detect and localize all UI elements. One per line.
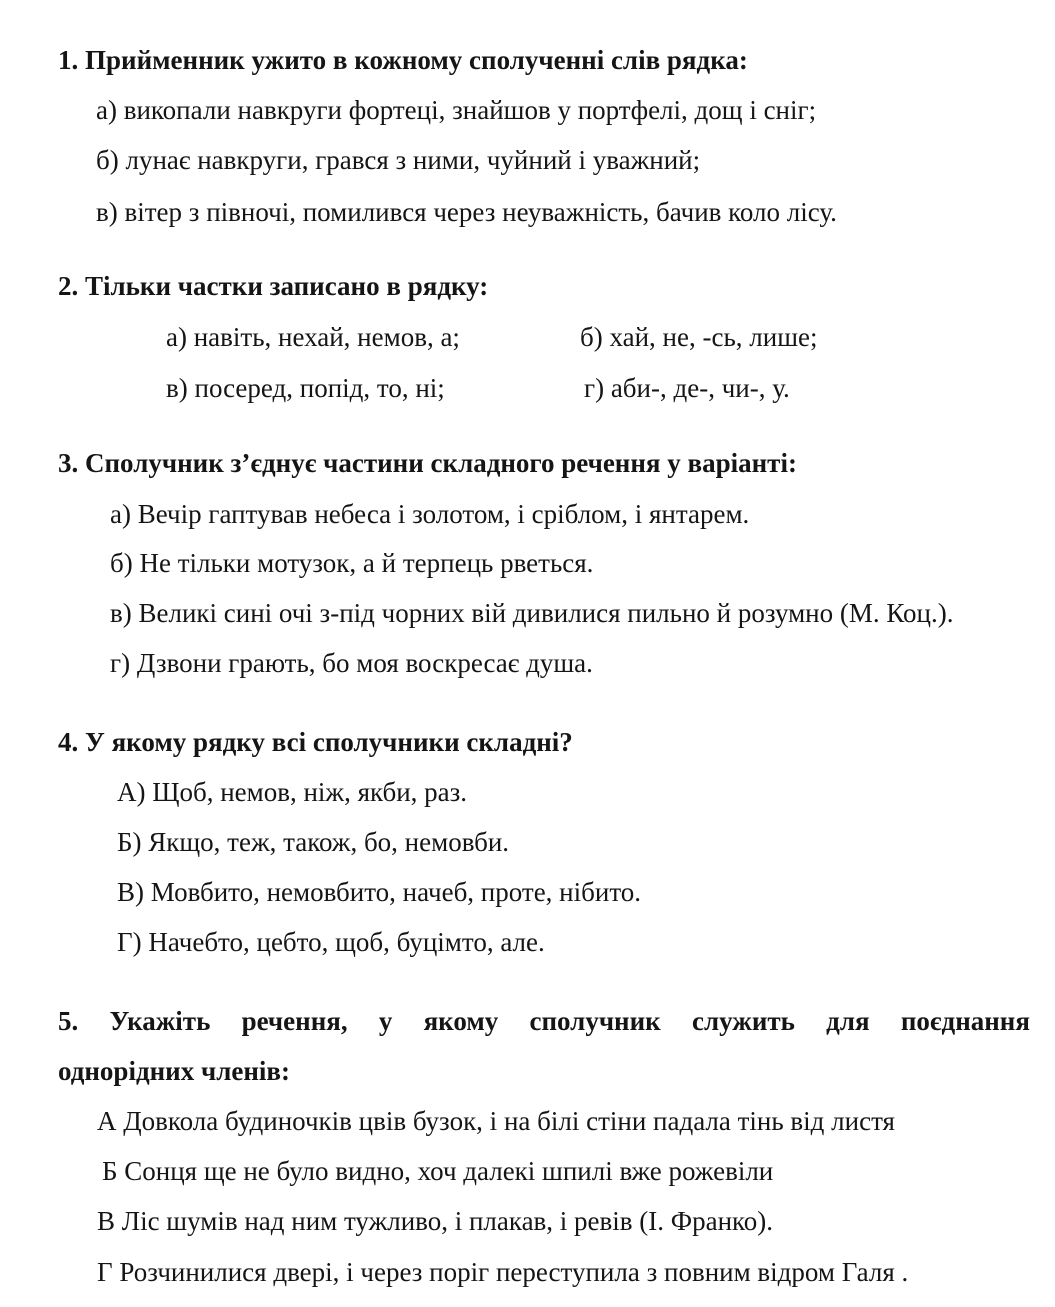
question-5-title-line-2: однорідних членів:	[58, 1056, 290, 1086]
question-4-title: 4. У якому рядку всі сполучники складні?	[58, 727, 573, 757]
question-5-option-a: А Довкола будиночків цвів бузок, і на білі стіни падала тінь від листя	[97, 1106, 895, 1136]
question-1-option-b: б) лунає навкруги, грався з ними, чуйний і уважний;	[96, 145, 701, 175]
question-5-option-c: В Ліс шумів над ним тужливо, і плакав, і ревів (І. Франко).	[97, 1206, 774, 1236]
question-5-title-word: служить	[691, 1006, 795, 1036]
question-5-title-word: у	[378, 1006, 393, 1036]
question-3-option-b: б) Не тільки мотузок, а й терпець рветься.	[110, 548, 594, 578]
question-3-option-a: а) Вечір гаптував небеса і золотом, і сріблом, і янтарем.	[110, 499, 750, 529]
question-5-title-word: якому	[423, 1006, 499, 1036]
question-2-option-d: г) аби-, де-, чи-, у.	[584, 373, 790, 403]
question-3-title: 3. Сполучник з’єднує частини складного речення у варіанті:	[58, 448, 797, 478]
question-2-option-b: б) хай, не, -сь, лише;	[580, 322, 818, 352]
question-1-option-c: в) вітер з півночі, помилився через неуважність, бачив коло лісу.	[96, 197, 837, 227]
question-5-title-word: поєднання	[900, 1006, 1030, 1036]
question-5-title	[58, 1004, 1030, 1038]
question-2-option-a: а) навіть, нехай, немов, а;	[166, 322, 460, 352]
question-2-option-c: в) посеред, попід, то, ні;	[166, 373, 445, 403]
question-5-title-word: сполучник	[529, 1006, 661, 1036]
question-5-title-word: речення,	[241, 1006, 348, 1036]
question-1-title: 1. Прийменник ужито в кожному сполученні слів рядка:	[58, 45, 748, 75]
question-5-title-word: для	[826, 1006, 870, 1036]
question-5-option-d: Г Розчинилися двері, і через поріг переступила з повним відром Галя .	[97, 1257, 909, 1287]
question-4-option-b: Б) Якщо, теж, також, бо, немовби.	[117, 827, 510, 857]
question-5-option-b: Б Сонця ще не було видно, хоч далекі шпилі вже рожевіли	[102, 1156, 774, 1186]
question-2-title: 2. Тільки частки записано в рядку:	[58, 271, 489, 301]
question-3-option-c: в) Великі сині очі з-під чорних вій дивилися пильно й розумно (М. Коц.).	[110, 598, 954, 628]
question-4-option-d: Г) Начебто, цебто, щоб, буцімто, але.	[117, 927, 545, 957]
question-5-title-word: 5.	[58, 1006, 79, 1036]
question-4-option-c: В) Мовбито, немовбито, начеб, проте, нібито.	[117, 877, 642, 907]
question-3-option-d: г) Дзвони грають, бо моя воскресає душа.	[110, 648, 593, 678]
question-1-option-a: а) викопали навкруги фортеці, знайшов у портфелі, дощ і сніг;	[96, 95, 817, 125]
question-5-title-word: Укажіть	[109, 1006, 211, 1036]
question-4-option-a: А) Щоб, немов, ніж, якби, раз.	[117, 777, 468, 807]
